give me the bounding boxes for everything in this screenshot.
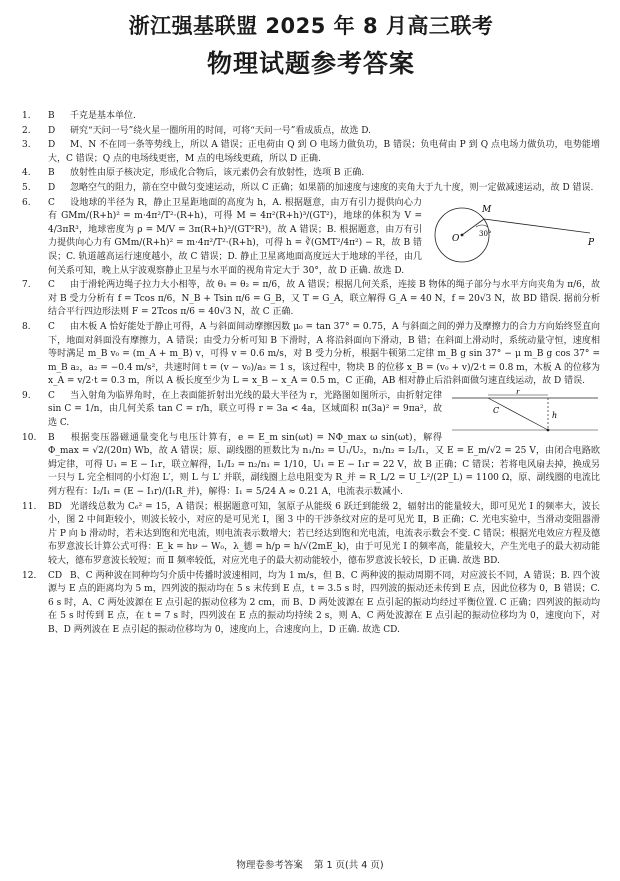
answer-explanation: 设地球的半径为 R，静止卫星距地面的高度为 h，A. 根据题意，由万有引力提供向心力有 GMm/(R+h)² = m·4π²/T²·(R+h)，可得 M = 4π²(R+h)³/(GT²)，地球的体积为 V = 4/3πR³，地球密度为 ρ = M/V = 3π(R+h)³/(GT²R³)，故 A 错误；B. 根据题意，由万有引力提供向心力有 GMm/(R+h)² = m·4π²/T²·(R+h)，可得 h = ∛(GMT²/4π²) − R，故 B 错误；C. 轨道越高运行速度越小，故 C 错误；D. 静止卫星离地面高度远大于地球的半径，由几何关系可知，晚上从宇波观察静止卫星与水平面的视角肯定大于 30°，故 D 正确. 故选 D.	[48, 197, 422, 276]
answer-item	[22, 321, 600, 389]
answer-key: D	[48, 125, 56, 136]
answer-key: CD	[48, 570, 63, 581]
exam-title: 浙江强基联盟 2025 年 8 月高三联考	[128, 14, 494, 38]
answer-explanation: 研究“天问一号”绕火星一圈所用的时间，可将“天问一号”看成质点，故选 D.	[70, 125, 372, 136]
answer-list	[22, 110, 600, 638]
answer-key: D	[48, 182, 56, 193]
answer-key: B	[48, 432, 55, 443]
answer-item	[22, 570, 600, 638]
answer-item	[22, 432, 600, 500]
answer-item	[22, 182, 600, 196]
angle-label: 30°	[479, 229, 492, 238]
answer-item	[22, 110, 600, 124]
answer-item	[22, 197, 600, 279]
answer-key: BD	[48, 501, 62, 512]
question-number: 4.	[22, 168, 31, 179]
question-number: 9.	[22, 390, 31, 401]
question-number: 7.	[22, 280, 31, 291]
question-number: 1.	[22, 111, 31, 121]
answer-key: C	[48, 197, 55, 208]
answer-explanation: 光谱线总数为 C₆² = 15，A 错误；根据题意可知，氢原子从能级 6 跃迁到能级 2，辐射出的能量较大，即可见光 Ⅰ 的频率大，波长小，图 2 中间距较小，则波长较小，对应的是可见光 Ⅰ，图 3 中的干涉条纹对应的是可见光 Ⅱ，B 正确；C. 光电实验中，当滑动变阻器滑片 P 向 b 滑动时，若未达到饱和光电流，则电流表示数增大；若已经达到饱和光电流，电流表示数会不变. C 错误；根据光电效应方程及德布罗意波长计算公式可得：E_k = hν − W₀，λ_德 = h/p = h/√(2mE_k)，由于可见光 Ⅰ 的频率高，能量较大，产生光电子的最大初动能较大，德布罗意波长较短；而 Ⅱ 频率较低，对应光电子的最大初动能较小，德布罗意波长较长，D 正确. 故选 BD.	[48, 501, 600, 566]
page-footer	[0, 857, 620, 871]
answer-explanation: M、N 不在同一条等势线上，所以 A 错误；正电荷由 Q 到 O 电场力做负功，B 错误；负电荷由 P 到 Q 点电场力做负功，电势能增大，C 错误；Q 点的电场线更密，M 点的电场线更疏，所以 D 正确.	[48, 140, 600, 164]
question-number: 11.	[22, 501, 37, 512]
answer-explanation: 千克是基本单位.	[70, 111, 136, 121]
answer-explanation: 忽略空气的阻力，箭在空中做匀变速运动，所以 C 正确；如果箭的加速度与速度的夹角大于九十度，则一定做减速运动，故 D 错误.	[70, 182, 594, 193]
satellite-orbit-diagram	[430, 197, 600, 267]
question-number: 12.	[22, 570, 37, 581]
answer-key: B	[48, 168, 55, 179]
angle-c-label: C	[493, 405, 500, 415]
angle-arc	[476, 225, 488, 227]
sight-line	[484, 219, 590, 233]
question-number: 10.	[22, 432, 37, 443]
point-p-label: P	[588, 237, 595, 248]
answer-explanation: 由于滑轮两边绳子拉力大小相等，故 θ₁ = θ₂ = π/6，故 A 错误；根据几何关系，连接 B 物体的绳子部分与水平方向夹角为 π/6，故对 B 受力分析有 f = Tcos π/6，N_B + Tsin π/6 = G_B，又 T = G_A，联立解得 G_A = 40 N，f = 20√3 N，故 BD 错误. 据前分析结合平行四边形法则 F = 2Tcos π/6 = 40√3 N，故 C 正确.	[48, 280, 600, 318]
answer-explanation: B、C 两种波在同种均匀介质中传播时波速相同，均为 1 m/s，但 B、C 两种波的振动周期不同，对应波长不同，A 错误；B. 四个波源与 E 点的距离均为 5 m，四列波的振动均在 5 s 末传到 E 点，t = 3.5 s 时，四列波的振动还未传到 E 点，因此位移为 0，B 错误；C. 6 s 时，A、C 两处波源在 E 点引起的振动位移为 2 cm，而 B、D 两处波源在 E 点引起的振动均经过平衡位置. C 正确；四列波的振动均在 5 s 时传到 E 点，在 t = 7 s 时，四列波在 E 点的振动均持续 2 s，则 A、C 两处波源在 E 点引起的振动位移均为 0，速度向下，对 B、D 两列波在 E 点引起的振动位移均为 0，速度向上，合速度向上，D 正确. 故选 CD.	[48, 570, 600, 635]
answer-item	[22, 390, 600, 431]
point-m-label: M	[482, 204, 492, 215]
question-number: 5.	[22, 182, 31, 193]
question-number: 6.	[22, 197, 31, 208]
refraction-diagram	[450, 390, 600, 434]
question-number: 8.	[22, 321, 31, 332]
answer-explanation: 当入射角为临界角时，在上表面能折射出光线的最大半径为 r，光路图如图所示，由折射定律 sin C = 1/n，由几何关系 tan C = r/h，联立可得 r = 3a < 4a，区域面积 π(3a)² = 9πa²，故选 C.	[48, 390, 442, 429]
answer-item	[22, 501, 600, 569]
answer-item	[22, 279, 600, 320]
document-subtitle: 物理试题参考答案	[206, 49, 415, 78]
answer-key: C	[48, 321, 55, 332]
answer-key: C	[48, 390, 55, 401]
radius-label: r	[516, 389, 520, 396]
answer-explanation: 根据变压器磁通量变化与电压计算有，e = E_m sin(ωt) = NΦ_max ω sin(ωt)，解得 Φ_max = √2/(20π) Wb，故 A 错误；原、副线圈的匝数比为 n₁/n₂ = U₁/U₂，n₁/n₂ = I₂/I₁，又 E = E_m/√2 = 25 V，由闭合电路欧姆定律，可得 U₁ = E − I₁r，联立解得，I₁/I₂ = n₂/n₁ = 1/10，U₁ = E − I₁r = 22 V，故 B 正确；C 错误；若将电风扇去掉，换成另一只与 L 完全相同的小灯泡 L′，则 L 与 L′ 并联，副线圈上总电阻变为 R_并 = R_L/2 = U_L²/(2P_L) = 1100 Ω，原、副线圈的电流比列方程有：I₂/I₁ = (E − I₁r)/(I₁R_并)，解得：I₁ = 5/24 A ≈ 0.21 A，电流表示数减小.	[48, 432, 600, 498]
height-label: h	[552, 410, 558, 420]
answer-item	[22, 125, 600, 139]
answer-explanation: 由木板 A 恰好能处于静止可得，A 与斜面间动摩擦因数 μ₀ = tan 37° = 0.75，A 与斜面之间的弹力及摩擦力的合力方向始终竖直向下，地面对斜面没有摩擦力，A 错误；由受力分析可知 B 下滑时，A 将沿斜面向下滑动，B 错；在斜面上滑动时，系统动量守恒，速度相等时满足 m_B v₀ = (m_A + m_B) v，可得 v = 0.6 m/s，对 B 受力分析，根据牛顿第二定律 m_B g sin 37° − μ m_B g cos 37° = m_B a₂，a₂ = −0.4 m/s²，共速时间 t = (v − v₀)/a₂ = 1 s，该过程中，物块 B 的位移 x_B = (v₀ + v)/2·t = 0.8 m，木板 A 的位移为 x_A = v/2·t = 0.3 m，所以 A 板长度至少为 L = x_B − x_A = 0.5 m，C 正确，AB 相对静止后沿斜面做匀速直线运动，故 D 错误.	[48, 321, 600, 387]
question-number: 2.	[22, 125, 31, 136]
answer-item	[22, 139, 600, 166]
point-o-label: O	[452, 233, 460, 244]
footer-label: 物理卷参考答案	[236, 860, 303, 871]
answer-key: B	[48, 111, 55, 121]
answer-item	[22, 167, 600, 181]
answer-key: D	[48, 140, 56, 151]
question-number: 3.	[22, 140, 31, 151]
answer-explanation: 放射性由原子核决定，形成化合物后，该元素仍会有放射性，选项 B 正确.	[70, 168, 365, 179]
answer-key: C	[48, 280, 55, 291]
page-number: 第 1 页(共 4 页)	[313, 860, 384, 871]
